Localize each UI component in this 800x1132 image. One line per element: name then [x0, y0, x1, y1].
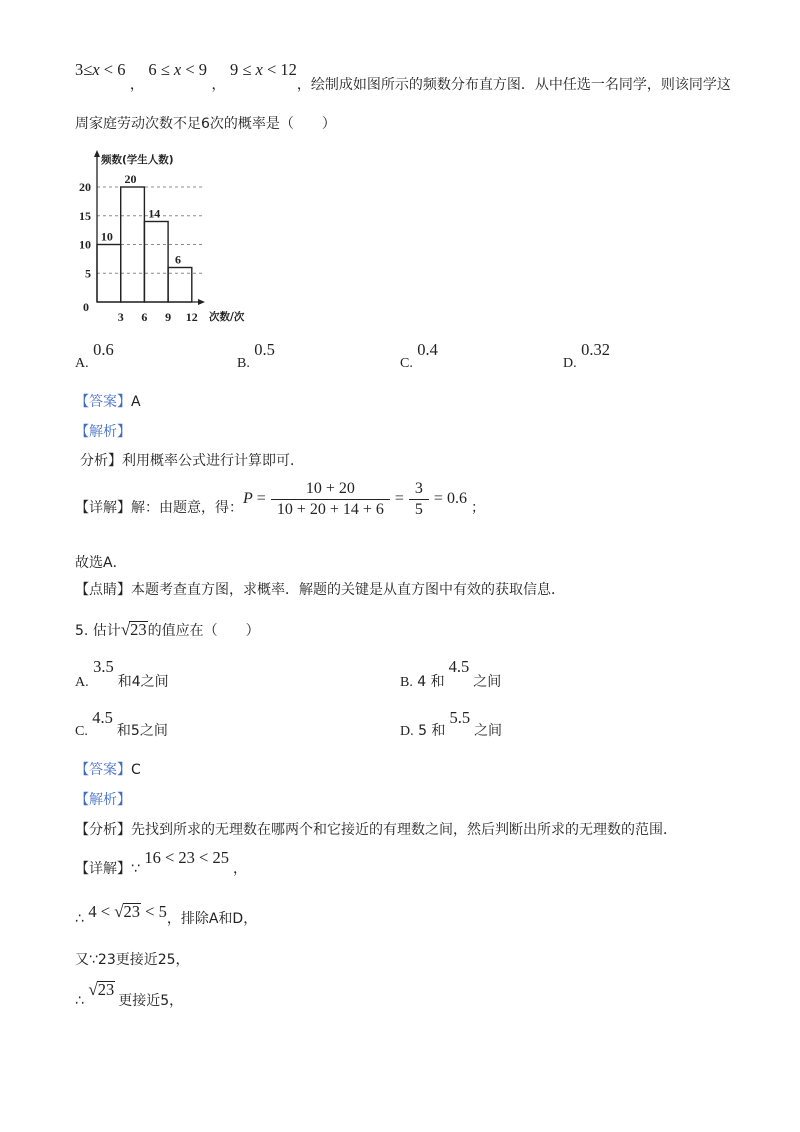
- option-letter: D.: [400, 724, 414, 739]
- q5-analysis-label: [75, 790, 131, 810]
- stem-tail: 的值应在（ ）: [147, 623, 260, 639]
- question-number: 5. 估计: [75, 623, 121, 639]
- range-left: 6 ≤: [148, 60, 174, 79]
- inequality-left: 4 <: [88, 902, 115, 921]
- y-axis-arrow: [94, 150, 100, 157]
- q4-analysis-label: [75, 422, 131, 442]
- q5-option-a: [75, 657, 169, 691]
- range-left: 9 ≤: [229, 60, 256, 79]
- option-letter: D.: [563, 356, 577, 371]
- option-letter: B.: [400, 675, 413, 690]
- option-value: 4.5: [92, 708, 113, 727]
- comma: ，: [233, 861, 247, 877]
- tip-label: 【点睛】: [75, 582, 131, 598]
- range-variable: x: [173, 60, 182, 79]
- range-expression-2: [148, 60, 207, 79]
- q4-stem-line-2: 周家庭劳动次数不足6次的概率是（ ）: [75, 116, 336, 132]
- radical-sign: √: [88, 980, 98, 999]
- x-tick-label: 6: [141, 310, 148, 324]
- fraction-numerator: 10 + 20: [271, 479, 390, 500]
- histogram-bar: [168, 268, 192, 303]
- fraction-denominator: 5: [414, 500, 423, 518]
- option-pre: 5 和: [418, 723, 446, 739]
- bar-data-label: 10: [100, 229, 113, 244]
- option-value: 0.4: [417, 340, 438, 359]
- range-expression-3: [230, 60, 297, 79]
- analysis-label: 【解析】: [75, 792, 131, 808]
- sqrt-expression: [88, 980, 115, 1001]
- sqrt-expression: [121, 620, 148, 641]
- option-value: 3.5: [93, 657, 114, 676]
- option-letter: C.: [400, 356, 413, 371]
- bar-data-label: 14: [148, 206, 161, 221]
- q4-conclusion: 故选A．: [75, 555, 127, 571]
- separator-comma: ，: [129, 77, 144, 93]
- fraction-simplified: [412, 479, 426, 520]
- x-axis-label: 次数/次: [209, 311, 245, 323]
- therefore-symbol: ∴: [75, 993, 84, 1009]
- bar-data-label: 20: [124, 172, 137, 186]
- detail-text: 解：由题意，得：: [131, 500, 243, 516]
- option-value: 0.32: [581, 340, 610, 359]
- sqrt-expression-wrap: [88, 980, 115, 999]
- q5-detail-step-2: [75, 902, 258, 928]
- bar-data-label: 6: [174, 252, 181, 267]
- answer-value: A: [131, 394, 141, 410]
- q5-fenxi: [75, 820, 677, 840]
- detail-label: 【详解】: [75, 500, 131, 516]
- range-left: 3≤: [75, 60, 93, 79]
- fenxi-label: 【分析】: [75, 822, 131, 838]
- option-letter: C.: [75, 724, 88, 739]
- fraction-numerator: 3: [409, 479, 429, 500]
- therefore-symbol: ∴: [75, 911, 84, 927]
- detail-label: 【详解】: [75, 861, 131, 877]
- fenxi-text: 先找到所求的无理数在哪两个和它接近的有理数之间，然后判断出所求的无理数的范围．: [131, 822, 677, 838]
- q4-stem-line-1: [75, 60, 731, 94]
- q5-option-b: [400, 657, 502, 691]
- q4-stem-text: ，绘制成如图所示的频数分布直方图．从中任选一名同学，则该同学这: [296, 77, 731, 93]
- y-axis-label: 频数(学生人数): [101, 154, 174, 166]
- radicand: 23: [123, 902, 141, 921]
- q5-stem: [75, 620, 260, 640]
- formula-tail: ；: [470, 500, 485, 516]
- frequency-histogram: [72, 148, 262, 326]
- range-expression-1: [75, 60, 125, 79]
- probability-formula: [243, 477, 485, 521]
- option-letter: B.: [237, 356, 250, 371]
- q5-detail-step-1: [75, 848, 247, 878]
- option-post: 之间: [473, 674, 502, 690]
- tip-text: 本题考查直方图，求概率．解题的关键是从直方图中有效的获取信息．: [131, 582, 565, 598]
- q4-option-b: [237, 340, 275, 372]
- option-letter: A.: [75, 356, 89, 371]
- range-variable: x: [255, 60, 263, 79]
- q4-fenxi: 分析】利用概率公式进行计算即可．: [80, 453, 304, 469]
- inequality-2: [88, 902, 166, 921]
- fraction-denominator: 10 + 20 + 14 + 6: [276, 500, 384, 518]
- radical-sign: √: [120, 620, 131, 639]
- step-4-tail: 更接近5，: [118, 993, 184, 1009]
- x-axis-arrow: [198, 299, 205, 305]
- x-tick-label: 12: [185, 310, 198, 324]
- sqrt-expression: [114, 902, 141, 922]
- answer-label: 【答案】: [75, 762, 131, 778]
- inequality-1: 16 < 23 < 25: [144, 848, 229, 867]
- y-tick-label: 10: [79, 237, 91, 252]
- answer-value: C: [131, 762, 141, 778]
- formula-equals: =: [256, 490, 266, 507]
- option-pre: 4 和: [417, 674, 445, 690]
- x-tick-label: 9: [165, 310, 172, 324]
- option-post: 和4之间: [117, 674, 169, 690]
- formula-result: = 0.6: [433, 490, 467, 507]
- range-right: < 9: [181, 60, 208, 79]
- radical-sign: √: [114, 902, 124, 921]
- option-value: 0.6: [93, 340, 114, 359]
- q5-answer: [75, 760, 141, 780]
- answer-label: 【答案】: [75, 394, 131, 410]
- option-value: 4.5: [448, 657, 470, 676]
- histogram-bar: [144, 222, 168, 303]
- q5-option-d: [400, 708, 503, 740]
- option-post: 之间: [474, 723, 503, 739]
- radicand: 23: [130, 620, 147, 639]
- range-right: < 6: [99, 60, 126, 79]
- y-tick-label: 15: [79, 208, 91, 223]
- q4-answer: [75, 392, 141, 412]
- analysis-label: 【解析】: [75, 424, 131, 440]
- formula-equals: =: [394, 490, 404, 507]
- range-right: < 12: [262, 60, 297, 79]
- q4-option-c: [400, 340, 438, 372]
- y-tick-label: 20: [79, 180, 91, 194]
- range-variable: x: [92, 60, 100, 79]
- origin-label: 0: [83, 300, 89, 314]
- separator-comma: ，: [211, 77, 226, 93]
- fraction-main: [274, 479, 387, 520]
- option-letter: A.: [75, 675, 89, 690]
- step-2-tail: ，排除A和D，: [166, 911, 258, 927]
- option-value: 5.5: [449, 708, 471, 727]
- radicand: 23: [97, 980, 115, 999]
- q4-detail: [75, 498, 243, 518]
- inequality-right: < 5: [141, 902, 167, 921]
- q4-option-d: [563, 340, 610, 372]
- option-value: 0.5: [254, 340, 275, 359]
- q5-option-c: [75, 708, 168, 740]
- x-tick-label: 3: [117, 310, 124, 324]
- because-symbol: ∵: [131, 861, 140, 877]
- y-tick-label: 5: [85, 266, 91, 281]
- option-post: 和5之间: [116, 723, 168, 739]
- q4-tip: [75, 580, 565, 600]
- q4-option-a: [75, 340, 114, 372]
- formula-lhs: P: [243, 490, 253, 507]
- q5-detail-step-4: [75, 980, 184, 1010]
- q5-detail-step-3: 又∵23更接近25，: [75, 952, 190, 968]
